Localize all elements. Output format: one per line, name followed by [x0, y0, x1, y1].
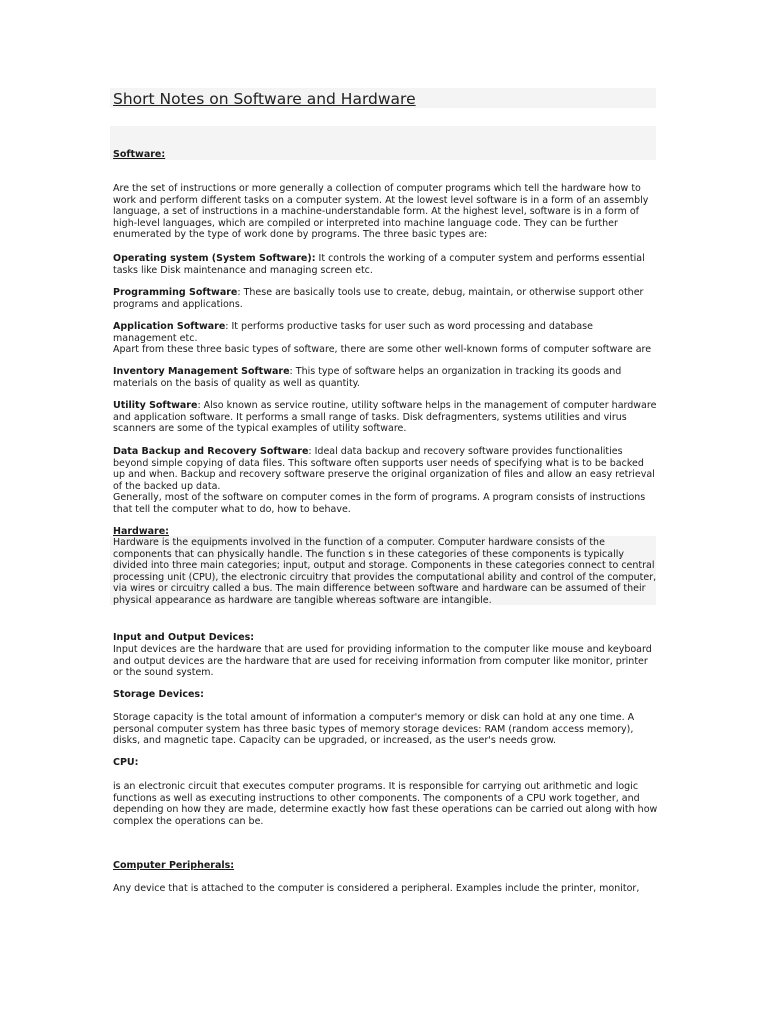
programming-paragraph [113, 287, 658, 310]
storage-paragraph: Storage capacity is the total amount of information a computer's memory or disk can hold at any one time. A personal computer system has three basic types of memory storage devices: RAM (random access memory), disks, and magnetic tape. Capacity can be upgraded, or increased, as the user's needs grow. [113, 712, 635, 746]
peripherals-paragraph: Any device that is attached to the computer is considered a peripheral. Examples include the printer, monitor, [113, 883, 640, 894]
programming-text: : These are basically tools use to create, debug, maintain, or otherwise support other programs and applications. [113, 287, 644, 310]
application-paragraph [113, 321, 658, 344]
inventory-term: Inventory Management Software [113, 366, 290, 377]
backup-term: Data Backup and Recovery Software [113, 446, 309, 457]
hardware-paragraph: Hardware is the equipments involved in the function of a computer. Computer hardware consists of the components that can physically handle. The function s in these categories of these components is typically divided into three main categories; input, output and storage. Components in these categories connect to central processing unit (CPU), the electronic circuitry that provides the computational ability and control of the computer, via wires or circuitry called a bus. The main difference between software and hardware can be assumed of their physical appearance as hardware are tangible whereas software are intangible. [113, 537, 657, 606]
programming-term: Programming Software [113, 287, 238, 298]
application-text: : It performs productive tasks for user such as word processing and database management etc. [113, 321, 593, 344]
storage-heading: Storage Devices: [113, 689, 204, 700]
os-term: Operating system (System Software): [113, 253, 316, 264]
application-term: Application Software [113, 321, 226, 332]
peripherals-heading: Computer Peripherals: [113, 860, 235, 871]
io-heading: Input and Output Devices: [113, 632, 255, 643]
software-heading: Software: [113, 149, 166, 160]
os-text: It controls the working of a computer system and performs essential tasks like Disk maintenance and managing screen etc. [113, 253, 645, 276]
software-heading-band [110, 126, 656, 160]
hardware-heading: Hardware: [113, 526, 169, 537]
software-intro: Are the set of instructions or more generally a collection of computer programs which tell the hardware how to work and perform different tasks on a computer system. At the lowest level software is in a form of an assembly language, a set of instructions in a machine-understandable form. At the highest level, software is in a form of high-level languages, which are compiled or interpreted into machine language code. They can be further enumerated by the type of work done by programs. The three basic types are: [113, 183, 649, 240]
cpu-heading: CPU: [113, 757, 139, 768]
cpu-paragraph: is an electronic circuit that executes computer programs. It is responsible for carrying out arithmetic and logic functions as well as executing instructions to other components. The components of a CPU work together, and depending on how they are made, determine exactly how fast these operations can be carried out along with how complex the operations can be. [113, 781, 658, 827]
utility-paragraph [113, 400, 658, 435]
page-title: Short Notes on Software and Hardware [113, 90, 416, 108]
inventory-paragraph [113, 366, 658, 389]
backup-text: : Ideal data backup and recovery software provides functionalities beyond simple copying of data files. This software often supports user needs of specifying what is to be backed up and when. Backup and recovery software preserve the original organization of files and allow an easy retrieval of the backed up data. [113, 446, 655, 492]
io-paragraph: Input devices are the hardware that are used for providing information to the computer like mouse and keyboard and output devices are the hardware that are used for receiving information from computer like monitor, printer or the sound system. [113, 644, 652, 678]
backup-paragraph [113, 446, 658, 492]
general-paragraph: Generally, most of the software on computer comes in the form of programs. A program consists of instructions that tell the computer what to do, how to behave. [113, 492, 646, 515]
os-paragraph [113, 253, 658, 276]
utility-term: Utility Software [113, 400, 198, 411]
inventory-text: : This type of software helps an organization in tracking its goods and materials on the basis of quality as well as quantity. [113, 366, 622, 389]
utility-text: : Also known as service routine, utility software helps in the management of computer hardware and application software. It performs a small range of tasks. Disk defragmenters, systems utilities and virus scanners are some of the typical examples of utility software. [113, 400, 657, 434]
apart-paragraph: Apart from these three basic types of software, there are some other well-known forms of computer software are [113, 344, 652, 355]
